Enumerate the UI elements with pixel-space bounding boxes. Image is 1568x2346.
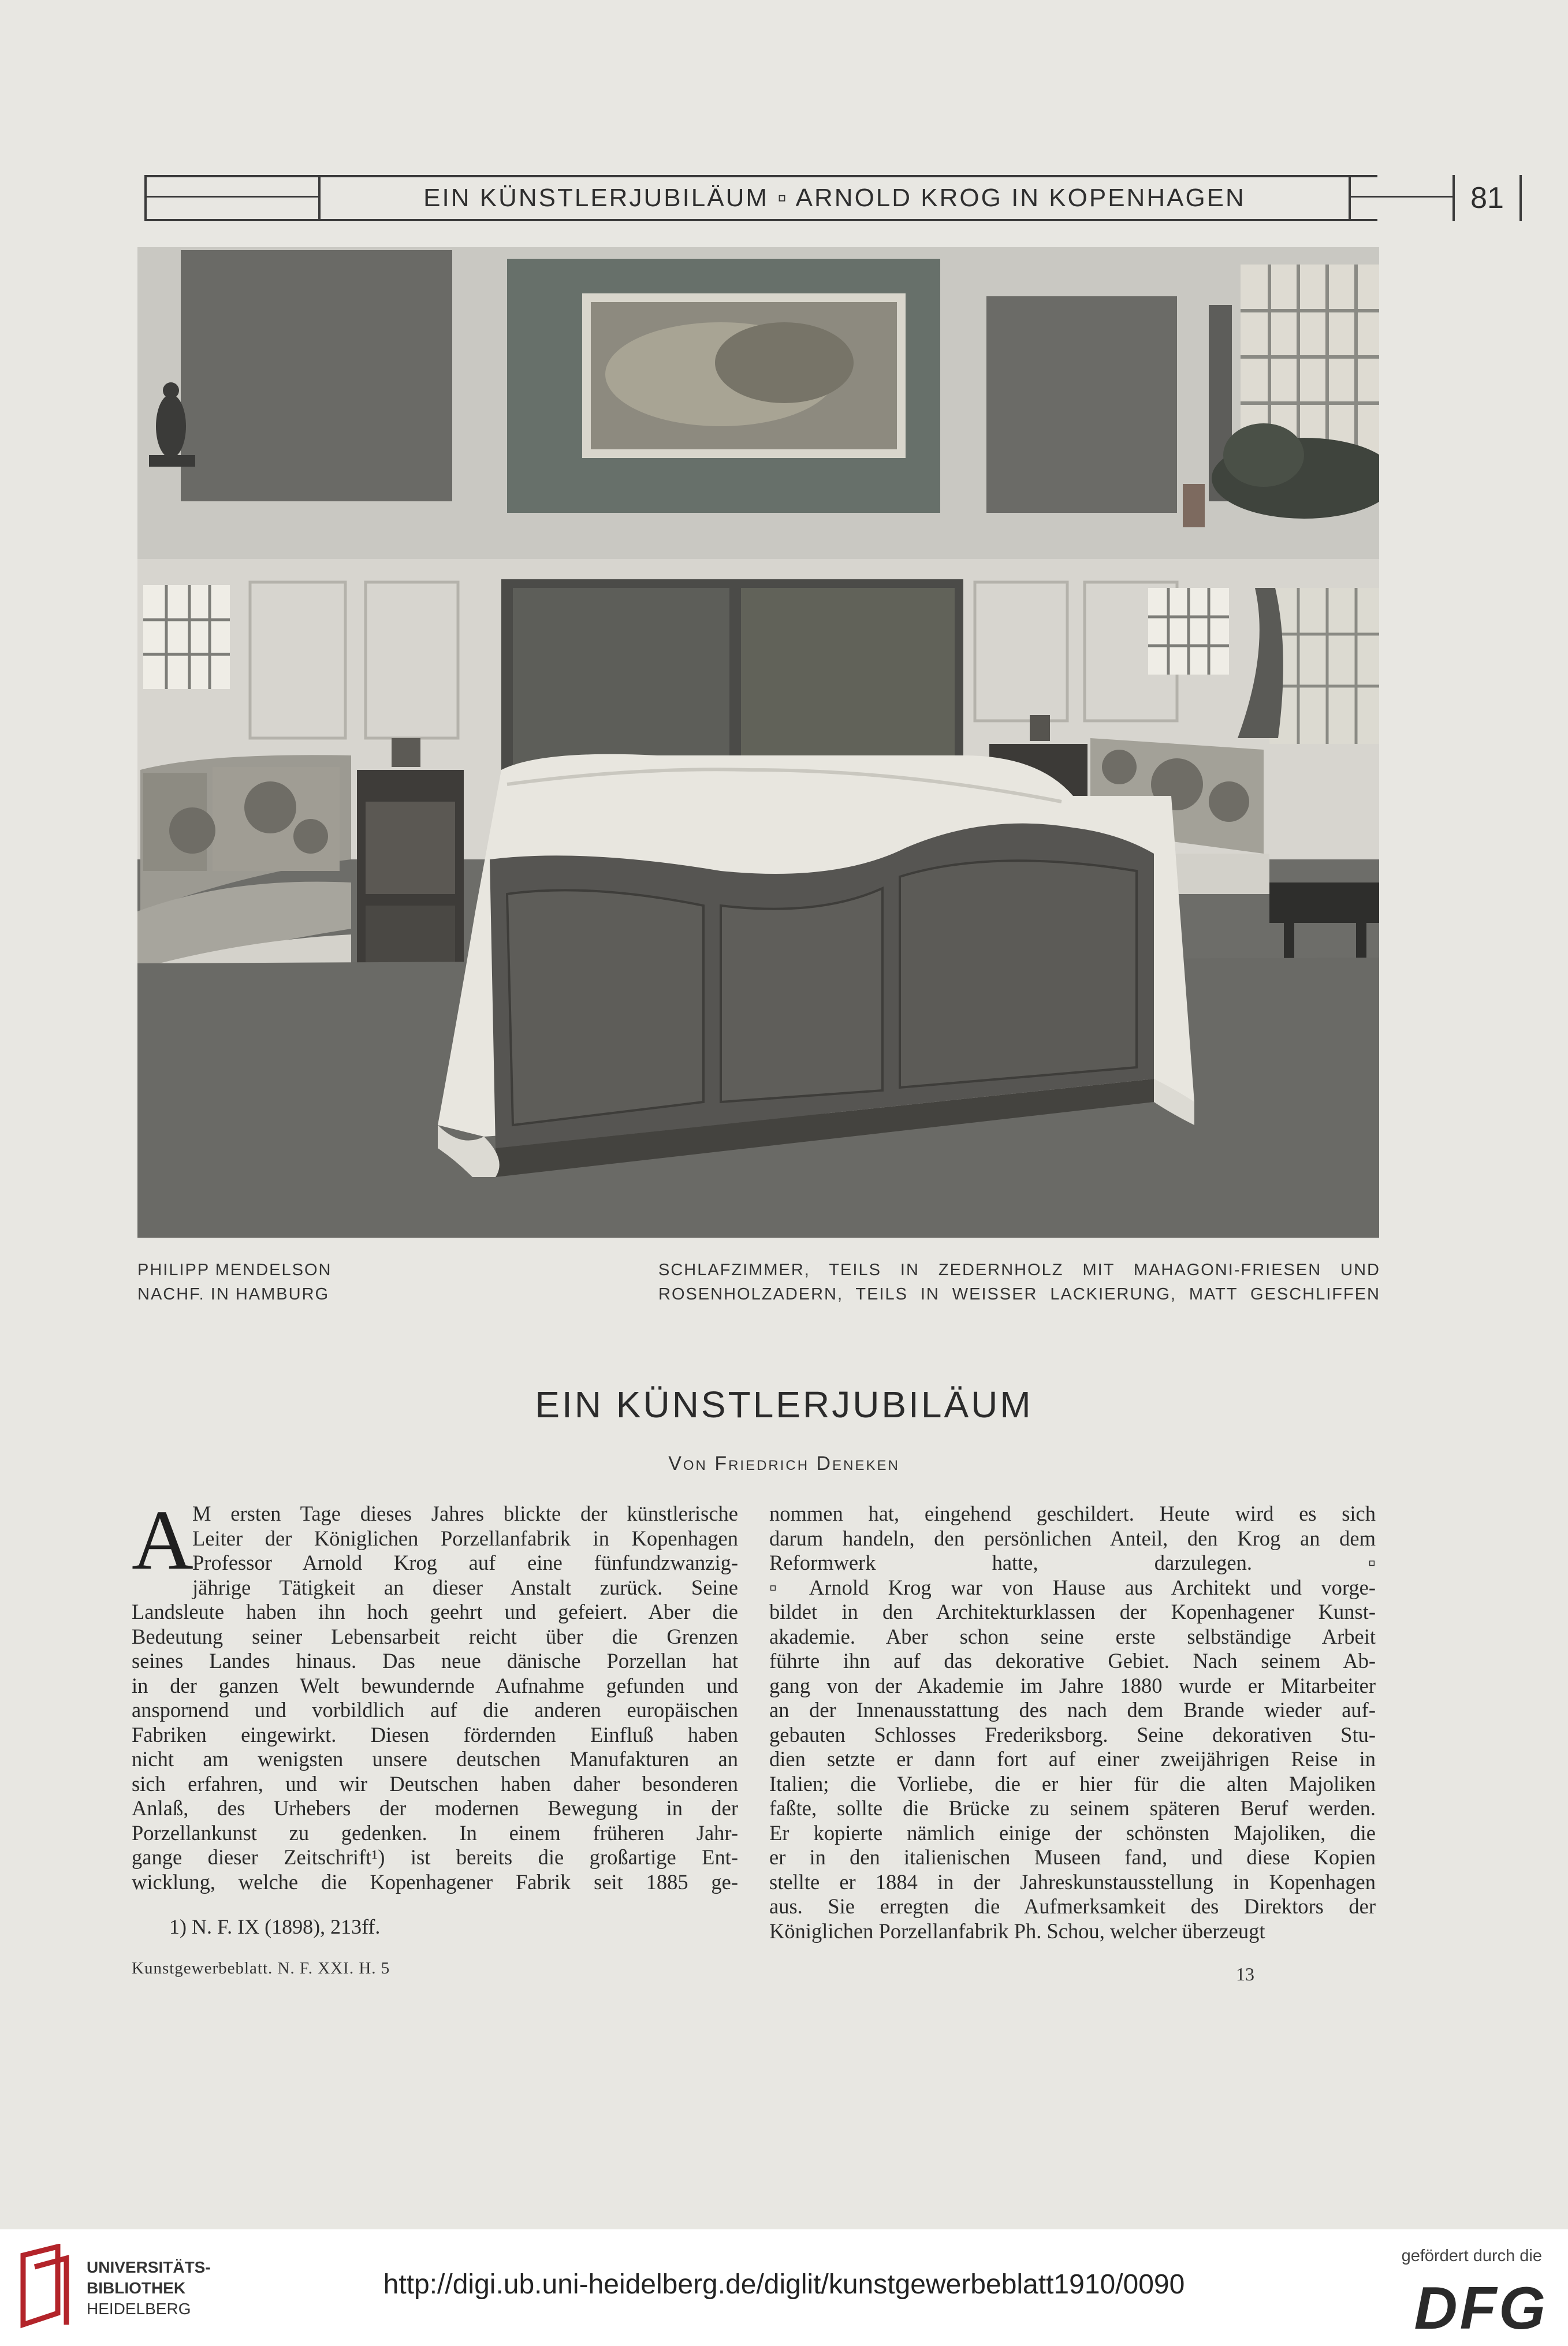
signature-number: 13 — [1236, 1964, 1254, 1984]
text-line: stellte er 1884 in der Jahreskunstausstellung in Kopenhagen — [769, 1870, 1376, 1894]
text-line: seines Landes hinaus. Das neue dänische Porzellan hat — [132, 1649, 738, 1673]
text-line: gange dieser Zeitschrift¹) ist bereits die großartige Ent- — [132, 1845, 738, 1869]
text-line: ▫ Arnold Krog war von Hause aus Architekt und vorge- — [769, 1575, 1376, 1599]
text-line: er in den italienischen Museen fand, und diese Kopien — [769, 1845, 1376, 1869]
text-line: Landsleute haben ihn hoch geehrt und gefeiert. Aber die — [132, 1600, 738, 1623]
dfg-logo: DFG — [1414, 2275, 1548, 2342]
text-line: sich erfahren, und wir Deutschen haben daher besonderen — [132, 1771, 738, 1796]
journal-reference: Kunstgewerbeblatt. N. F. XXI. H. 5 — [132, 1959, 390, 1978]
photo-credit-line-2: NACHF. IN HAMBURG — [137, 1285, 330, 1304]
text-line: an der Innenausstattung des nach dem Brande wieder auf- — [769, 1698, 1376, 1722]
text-line: darum handeln, den persönlichen Anteil, den Krog an dem — [769, 1526, 1376, 1550]
text-line: gang von der Akademie im Jahre 1880 wurde er Mitarbeiter — [769, 1673, 1376, 1697]
text-column-right — [769, 1502, 1376, 1943]
header-ornament-right — [1349, 175, 1452, 221]
photo-credit-line-1: PHILIPP MENDELSON — [137, 1261, 332, 1279]
library-name-line-2: BIBLIOTHEK — [87, 2279, 186, 2297]
footnote: 1) N. F. IX (1898), 213ff. — [169, 1915, 381, 1938]
text-line: wicklung, welche die Kopenhagener Fabrik seit 1885 ge- — [132, 1870, 738, 1894]
text-line: Bedeutung seiner Lebensarbeit reicht über die Grenzen — [132, 1624, 738, 1648]
text-line: nicht am wenigsten unsere deutschen Manufakturen an — [132, 1747, 738, 1771]
text-line: nommen hat, eingehend geschildert. Heute wird es sich — [769, 1502, 1376, 1525]
header-ornament-left — [144, 175, 321, 221]
footer-bar — [0, 2229, 1568, 2346]
text-line: Leiter der Königlichen Porzellanfabrik in Kopenhagen — [192, 1526, 738, 1550]
bedroom-photograph — [137, 247, 1379, 1238]
photo-credit — [137, 1258, 542, 1306]
text-line: faßte, sollte die Brücke zu seinem späteren Beruf werden. — [769, 1796, 1376, 1820]
library-name-line-1: UNIVERSITÄTS- — [87, 2258, 211, 2276]
text-line: Er kopierte nämlich einige der schönsten Majoliken, die — [769, 1820, 1376, 1845]
text-line: jährige Tätigkeit an dieser Anstalt zurück. Seine — [192, 1575, 738, 1599]
library-name-line-3: HEIDELBERG — [87, 2300, 191, 2318]
text-line: in der ganzen Welt bewundernde Aufnahme gefunden und — [132, 1673, 738, 1697]
text-line: Professor Arnold Krog auf eine fünfundzwanzig- — [192, 1551, 738, 1574]
text-line: Fabriken eingewirkt. Diesen fördernden Einfluß haben — [132, 1722, 738, 1747]
permalink-url[interactable]: http://digi.ub.uni-heidelberg.de/diglit/kunstgewerbeblatt1910/0090 — [383, 2269, 1185, 2300]
article-title: EIN KÜNSTLERJUBILÄUM — [535, 1384, 1033, 1425]
text-line: Porzellankunst zu gedenken. In einem früheren Jahr- — [132, 1820, 738, 1845]
text-line: gebauten Schlosses Frederiksborg. Seine dekorativen Stu- — [769, 1722, 1376, 1747]
text-line: M ersten Tage dieses Jahres blickte der künstlerische — [192, 1502, 738, 1525]
text-line: Anlaß, des Urhebers der modernen Bewegung in der — [132, 1796, 738, 1820]
text-line: Italien; die Vorliebe, die er hier für die alten Majoliken — [769, 1771, 1376, 1796]
text-line: aus. Sie erregten die Aufmerksamkeit des Direktors der — [769, 1894, 1376, 1918]
text-column-left — [132, 1493, 738, 1894]
article-byline: Von Friedrich Deneken — [668, 1453, 900, 1474]
page-number: 81 — [1452, 175, 1522, 221]
text-line: führte ihn auf das dekorative Gebiet. Nach seinem Ab- — [769, 1649, 1376, 1673]
text-line: anspornend und vorbildlich auf die anderen europäischen — [132, 1698, 738, 1722]
text-line: Reformwerk hatte, darzulegen. ▫ — [769, 1551, 1376, 1574]
text-line: bildet in den Architekturklassen der Kopenhagener Kunst- — [769, 1600, 1376, 1623]
photo-caption — [658, 1258, 1380, 1306]
running-title: EIN KÜNSTLERJUBILÄUM ▫ ARNOLD KROG IN KOPENHAGEN — [423, 184, 1246, 212]
running-header — [144, 175, 1504, 221]
text-line: akademie. Aber schon seine erste selbständige Arbeit — [769, 1624, 1376, 1648]
photo-caption-line-1: SCHLAFZIMMER, TEILS IN ZEDERNHOLZ MIT MAHAGONI-FRIESEN UND — [658, 1261, 1380, 1279]
bedroom-illustration — [137, 247, 1379, 1238]
photo-caption-line-2: ROSENHOLZADERN, TEILS IN WEISSER LACKIERUNG, MATT GESCHLIFFEN — [658, 1285, 1380, 1304]
text-line: Königlichen Porzellanfabrik Ph. Schou, welcher überzeugt — [769, 1919, 1265, 1943]
funded-by-label: gefördert durch die — [1401, 2247, 1542, 2265]
text-line: dien setzte er dann fort auf einer zweijährigen Reise in — [769, 1747, 1376, 1771]
drop-cap: A — [132, 1493, 193, 1588]
